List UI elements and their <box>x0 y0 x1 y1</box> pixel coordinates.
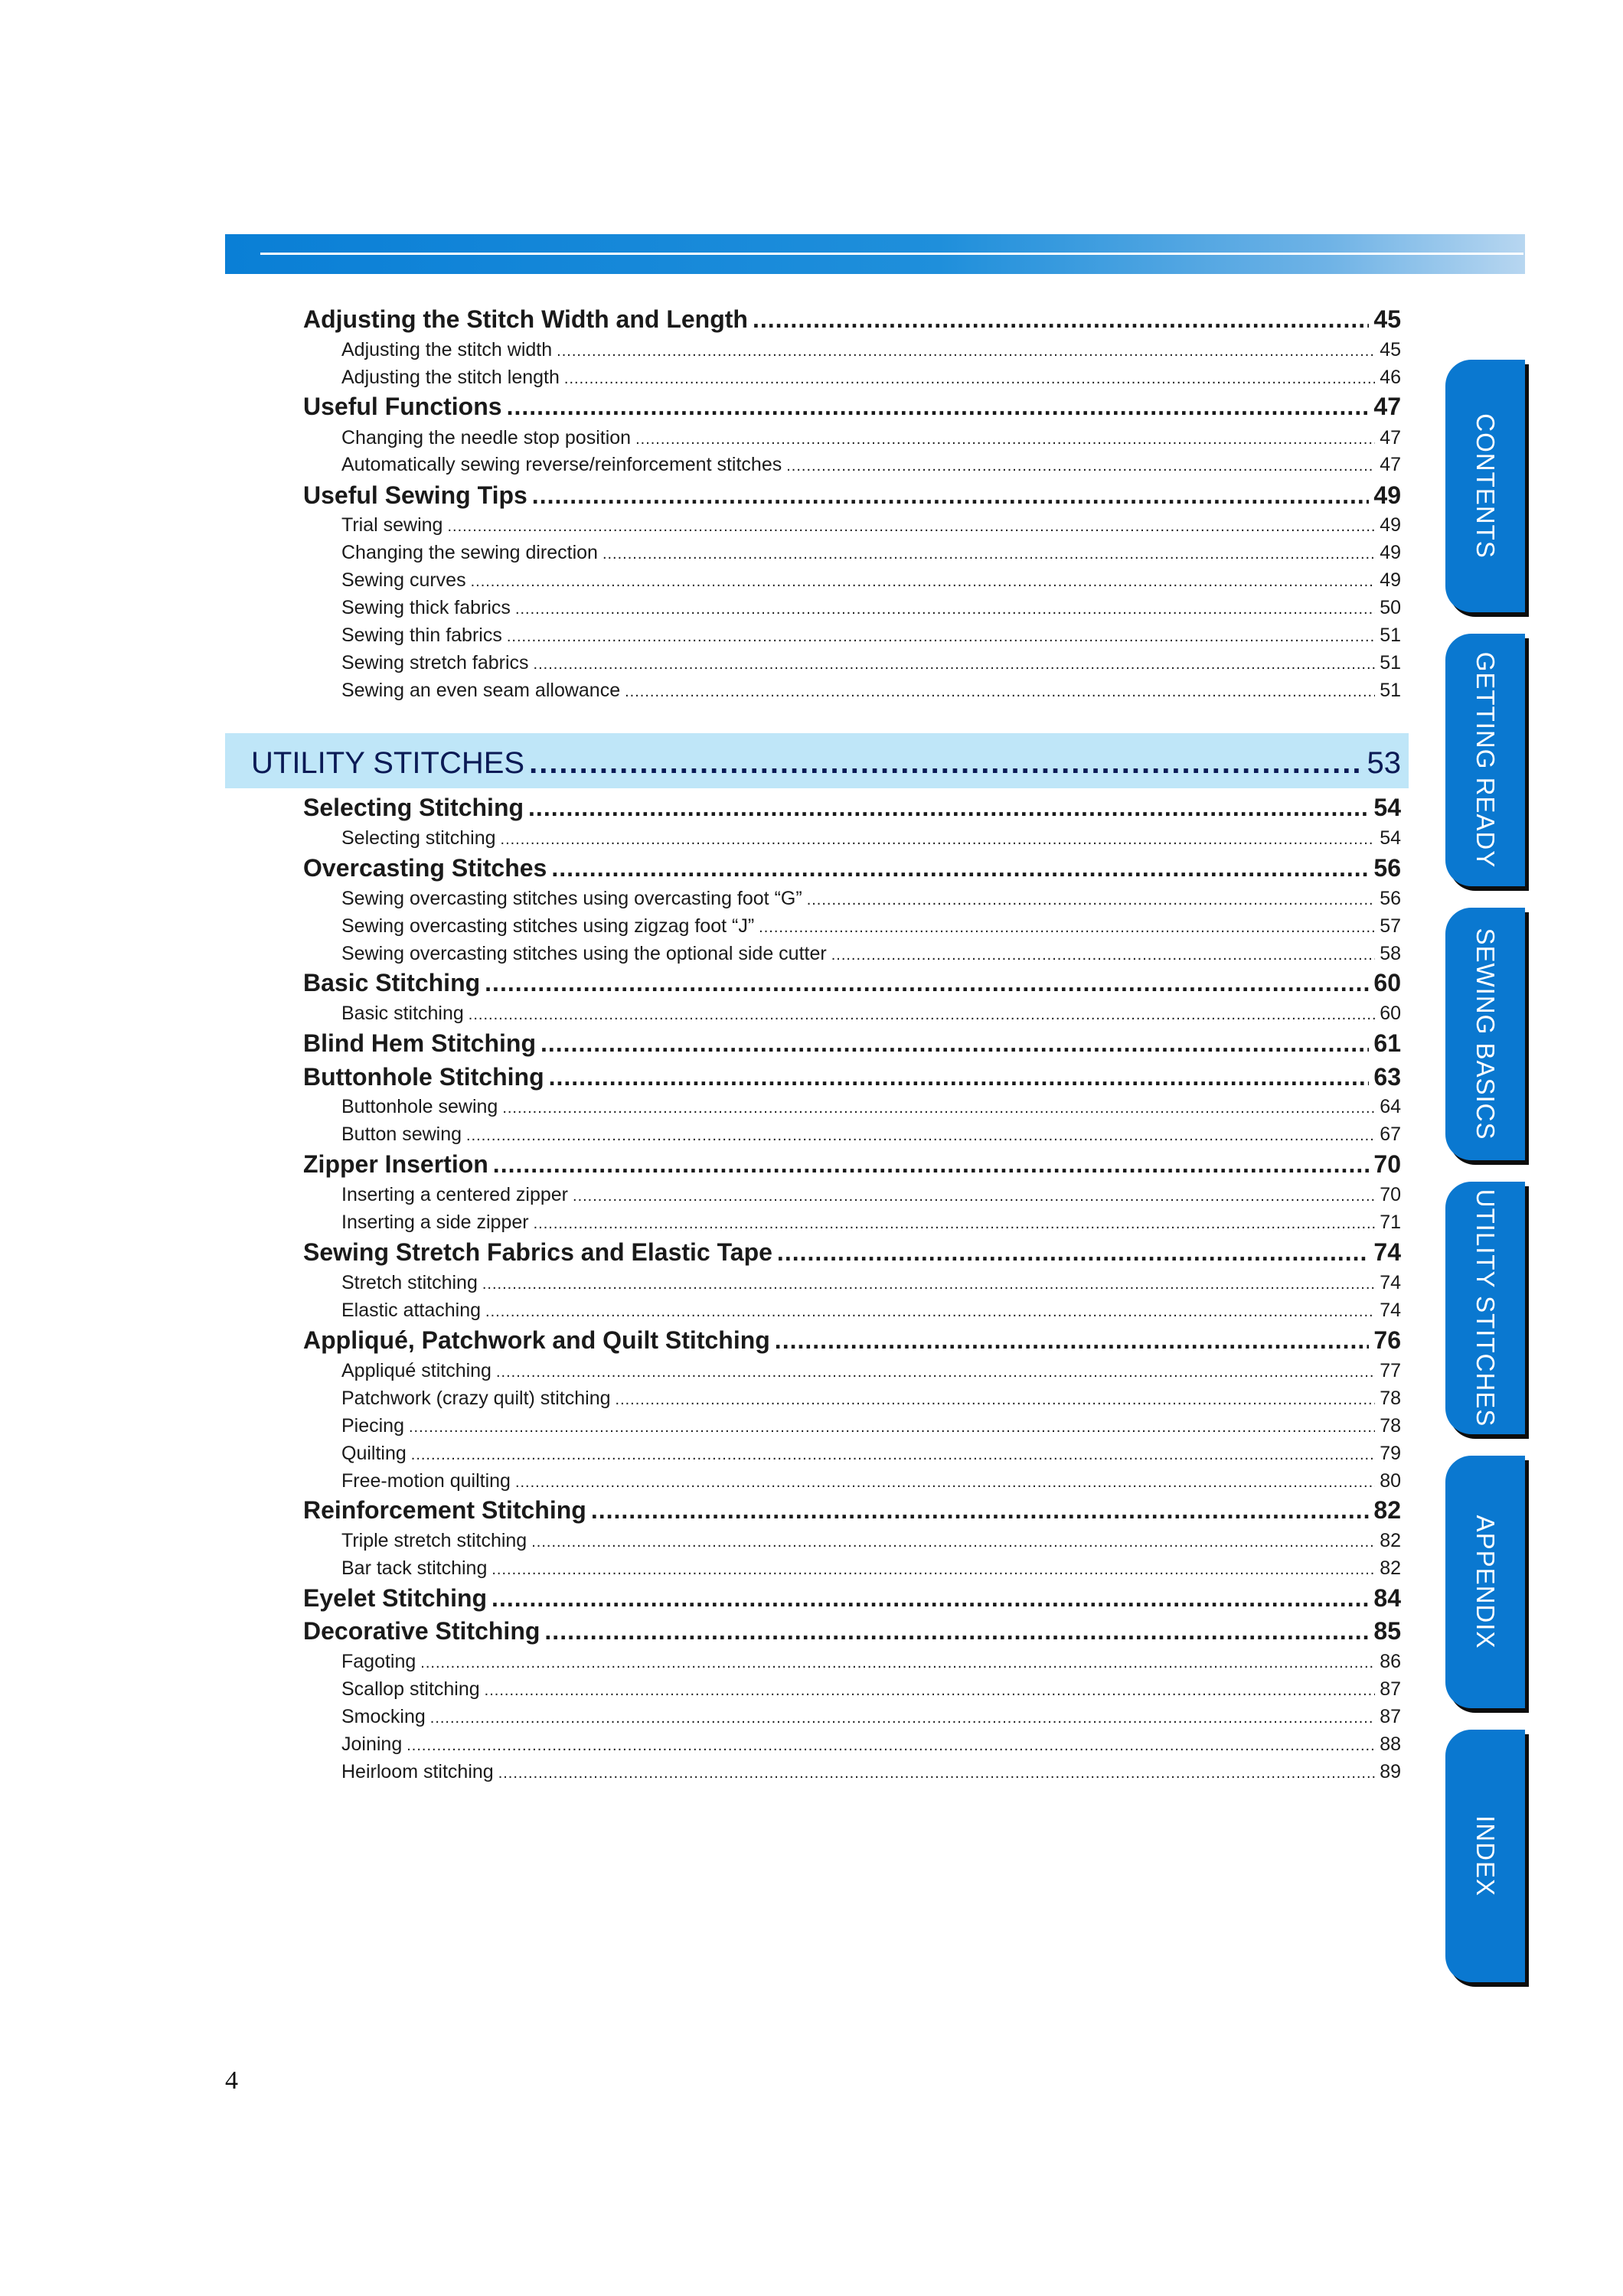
toc-entry-page: 54 <box>1380 827 1401 849</box>
toc-entry-title: Sewing overcasting stitches using the optional side cutter <box>341 943 827 964</box>
toc-entry[interactable] <box>341 364 1401 389</box>
toc-entry-page: 49 <box>1380 569 1401 591</box>
dot-leader <box>469 1003 1375 1025</box>
toc-entry-title: Triple stretch stitching <box>341 1530 527 1551</box>
dot-leader <box>753 305 1369 334</box>
toc-entry-page: 50 <box>1380 597 1401 618</box>
toc-entry[interactable] <box>341 1649 1401 1673</box>
toc-entry-title: Adjusting the stitch width <box>341 339 553 360</box>
toc-section-page: 70 <box>1373 1150 1401 1178</box>
toc-section[interactable] <box>303 479 1401 510</box>
toc-entry[interactable] <box>341 1270 1401 1294</box>
toc-entry[interactable] <box>341 885 1401 910</box>
dot-leader <box>485 969 1369 997</box>
tab-label: UTILITY STITCHES <box>1471 1189 1500 1427</box>
dot-leader <box>485 1678 1376 1701</box>
dot-leader <box>501 827 1376 850</box>
toc-section-title: Adjusting the Stitch Width and Length <box>303 305 748 333</box>
dot-leader <box>409 1415 1375 1437</box>
chapter-title: UTILITY STITCHES <box>251 746 525 780</box>
tab-label: CONTENTS <box>1471 413 1500 559</box>
toc-entry[interactable] <box>341 512 1401 536</box>
toc-entry-page: 49 <box>1380 542 1401 563</box>
toc-section-title: Sewing Stretch Fabrics and Elastic Tape <box>303 1238 772 1266</box>
tab-utility-stitches[interactable] <box>1445 1182 1525 1434</box>
dot-leader <box>775 1326 1370 1355</box>
tab-appendix[interactable] <box>1445 1456 1525 1708</box>
toc-entry-title: Elastic attaching <box>341 1300 482 1321</box>
toc-section-page: 60 <box>1373 969 1401 996</box>
toc-section-page: 74 <box>1373 1238 1401 1266</box>
toc-entry-title: Stretch stitching <box>341 1272 478 1293</box>
toc-entry-title: Sewing thick fabrics <box>341 597 511 618</box>
toc-entry[interactable] <box>341 452 1401 476</box>
dot-leader <box>616 1388 1376 1410</box>
toc-entry-title: Sewing overcasting stitches using overcasting foot “G” <box>341 888 802 909</box>
toc-entry-title: Smocking <box>341 1706 426 1727</box>
toc-entry[interactable] <box>341 1731 1401 1756</box>
dot-leader <box>491 1584 1369 1613</box>
toc-entry-page: 78 <box>1380 1415 1401 1437</box>
toc-entry-title: Changing the needle stop position <box>341 427 632 448</box>
toc-entry-title: Inserting a centered zipper <box>341 1184 569 1205</box>
dot-leader <box>485 1300 1375 1322</box>
dot-leader <box>759 915 1375 938</box>
toc-entry[interactable] <box>341 1094 1401 1118</box>
dot-leader <box>591 1496 1370 1525</box>
toc-section-title: Blind Hem Stitching <box>303 1029 536 1057</box>
toc-section-page: 47 <box>1373 393 1401 420</box>
toc-section[interactable] <box>303 1027 1401 1058</box>
tab-index[interactable] <box>1445 1730 1525 1982</box>
toc-entry[interactable] <box>341 1555 1401 1580</box>
toc-entry[interactable] <box>341 941 1401 965</box>
dot-leader <box>507 625 1375 647</box>
toc-entry[interactable] <box>341 595 1401 619</box>
toc-entry[interactable] <box>341 1759 1401 1783</box>
toc-entry-title: Scallop stitching <box>341 1678 480 1700</box>
toc-section-page: 54 <box>1373 794 1401 821</box>
toc-section-page: 63 <box>1373 1063 1401 1091</box>
toc-entry-page: 67 <box>1380 1124 1401 1145</box>
toc-section-title: Appliqué, Patchwork and Quilt Stitching <box>303 1326 770 1354</box>
toc-entry-page: 74 <box>1380 1272 1401 1293</box>
toc-section-page: 45 <box>1373 305 1401 333</box>
tab-sewing-basics[interactable] <box>1445 908 1525 1160</box>
toc-entry-page: 58 <box>1380 943 1401 964</box>
dot-leader <box>625 680 1375 702</box>
toc-entry[interactable] <box>341 1209 1401 1234</box>
dot-leader <box>447 514 1375 536</box>
toc-entry-page: 74 <box>1380 1300 1401 1321</box>
toc-entry-title: Bar tack stitching <box>341 1557 488 1579</box>
toc-section-page: 85 <box>1373 1617 1401 1645</box>
toc-entry[interactable] <box>341 913 1401 938</box>
page-number: 4 <box>225 2066 238 2095</box>
toc-entry[interactable] <box>341 337 1401 361</box>
toc-entry-page: 51 <box>1380 652 1401 673</box>
toc-entry[interactable] <box>341 1121 1401 1146</box>
toc-entry-title: Appliqué stitching <box>341 1360 491 1381</box>
toc-entry[interactable] <box>341 1413 1401 1437</box>
toc-section-page: 49 <box>1373 481 1401 509</box>
toc-entry-title: Inserting a side zipper <box>341 1212 529 1233</box>
toc-entry-title: Sewing an even seam allowance <box>341 680 621 701</box>
toc-section-title: Basic Stitching <box>303 969 481 996</box>
tab-getting-ready[interactable] <box>1445 634 1525 886</box>
toc-entry[interactable] <box>341 1182 1401 1206</box>
toc-entry-title: Piecing <box>341 1415 404 1437</box>
dot-leader <box>430 1706 1375 1728</box>
toc-section-page: 56 <box>1373 854 1401 882</box>
toc-section-page: 82 <box>1373 1496 1401 1524</box>
tab-label: SEWING BASICS <box>1471 928 1500 1140</box>
toc-entry-title: Fagoting <box>341 1651 416 1672</box>
toc-entry-page: 47 <box>1380 454 1401 475</box>
toc-entry-page: 57 <box>1380 915 1401 937</box>
toc-entry[interactable] <box>341 1676 1401 1701</box>
dot-leader <box>407 1733 1375 1756</box>
toc-entry[interactable] <box>341 677 1401 702</box>
toc-entry-title: Sewing curves <box>341 569 466 591</box>
dot-leader <box>786 454 1375 476</box>
dot-leader <box>515 1470 1375 1492</box>
toc-entry-page: 46 <box>1380 367 1401 388</box>
toc-entry-title: Buttonhole sewing <box>341 1096 498 1117</box>
toc-section[interactable] <box>303 1324 1401 1355</box>
toc-section-page: 84 <box>1373 1584 1401 1612</box>
chapter-page: 53 <box>1367 746 1401 780</box>
toc-entry-page: 87 <box>1380 1678 1401 1700</box>
toc-entry[interactable] <box>341 540 1401 564</box>
toc-entry-title: Patchwork (crazy quilt) stitching <box>341 1388 611 1409</box>
toc-entry-page: 82 <box>1380 1557 1401 1579</box>
dot-leader <box>532 481 1370 510</box>
toc-entry-title: Changing the sewing direction <box>341 542 598 563</box>
toc-section[interactable] <box>303 1615 1401 1645</box>
toc-entry-title: Heirloom stitching <box>341 1761 494 1782</box>
toc-entry[interactable] <box>341 567 1401 592</box>
toc-section[interactable] <box>303 791 1401 822</box>
toc-entry[interactable] <box>341 1385 1401 1410</box>
toc-entry-page: 82 <box>1380 1530 1401 1551</box>
toc-section[interactable] <box>303 1582 1401 1613</box>
toc-entry-page: 45 <box>1380 339 1401 360</box>
dot-leader <box>557 339 1375 361</box>
toc-section-title: Selecting Stitching <box>303 794 524 821</box>
toc-entry-title: Sewing stretch fabrics <box>341 652 529 673</box>
toc-entry-title: Adjusting the stitch length <box>341 367 560 388</box>
toc-entry-title: Sewing overcasting stitches using zigzag foot “J” <box>341 915 755 937</box>
dot-leader <box>551 854 1369 882</box>
toc-entry-title: Selecting stitching <box>341 827 496 849</box>
toc-section-title: Overcasting Stitches <box>303 854 547 882</box>
toc-entry[interactable] <box>341 1704 1401 1728</box>
toc-entry[interactable] <box>341 1358 1401 1382</box>
toc-entry-page: 78 <box>1380 1388 1401 1409</box>
dot-leader <box>807 888 1376 910</box>
tab-label: INDEX <box>1471 1815 1500 1896</box>
toc-entry-title: Automatically sewing reverse/reinforcement stitches <box>341 454 782 475</box>
dot-leader <box>531 1530 1375 1552</box>
toc-section[interactable] <box>303 1061 1401 1091</box>
toc-section[interactable] <box>303 303 1401 334</box>
toc-section[interactable] <box>303 852 1401 882</box>
dot-leader <box>529 746 1362 781</box>
toc-section-title: Eyelet Stitching <box>303 1584 488 1612</box>
toc-entry-page: 86 <box>1380 1651 1401 1672</box>
toc-entry[interactable] <box>341 622 1401 647</box>
toc-entry-title: Trial sewing <box>341 514 443 536</box>
dot-leader <box>466 1124 1375 1146</box>
toc-entry-page: 87 <box>1380 1706 1401 1727</box>
toc-entry-page: 56 <box>1380 888 1401 909</box>
dot-leader <box>564 367 1375 389</box>
toc-entry-page: 64 <box>1380 1096 1401 1117</box>
toc-entry-title: Sewing thin fabrics <box>341 625 502 646</box>
dot-leader <box>420 1651 1375 1673</box>
dot-leader <box>528 794 1369 822</box>
toc-entry-page: 70 <box>1380 1184 1401 1205</box>
toc-section[interactable] <box>303 1236 1401 1267</box>
dot-leader <box>507 393 1370 421</box>
toc-entry-page: 49 <box>1380 514 1401 536</box>
toc-entry[interactable] <box>341 1297 1401 1322</box>
dot-leader <box>482 1272 1375 1294</box>
dot-leader <box>491 1557 1375 1580</box>
dot-leader <box>502 1096 1375 1118</box>
toc-entry[interactable] <box>341 425 1401 449</box>
toc-section-title: Buttonhole Stitching <box>303 1063 544 1091</box>
toc-section[interactable] <box>303 1148 1401 1179</box>
dot-leader <box>471 569 1376 592</box>
chapter-heading[interactable] <box>251 742 1401 781</box>
dot-leader <box>540 1029 1369 1058</box>
toc-entry-page: 80 <box>1380 1470 1401 1492</box>
toc-section-title: Useful Functions <box>303 393 502 420</box>
dot-leader <box>534 1212 1376 1234</box>
toc-entry[interactable] <box>341 650 1401 674</box>
dot-leader <box>493 1150 1370 1179</box>
toc-entry[interactable] <box>341 1000 1401 1025</box>
toc-section-title: Reinforcement Stitching <box>303 1496 586 1524</box>
toc-entry[interactable] <box>341 825 1401 850</box>
toc-entry-page: 51 <box>1380 625 1401 646</box>
toc-entry-page: 79 <box>1380 1443 1401 1464</box>
dot-leader <box>777 1238 1369 1267</box>
toc-entry-title: Quilting <box>341 1443 407 1464</box>
toc-entry-page: 89 <box>1380 1761 1401 1782</box>
toc-section-page: 76 <box>1373 1326 1401 1354</box>
toc-entry-title: Free-motion quilting <box>341 1470 511 1492</box>
toc-entry-title: Button sewing <box>341 1124 462 1145</box>
tab-contents[interactable] <box>1445 360 1525 612</box>
tab-label: APPENDIX <box>1471 1515 1500 1649</box>
toc-section-title: Zipper Insertion <box>303 1150 488 1178</box>
toc-section-title: Decorative Stitching <box>303 1617 540 1645</box>
toc-entry[interactable] <box>341 1468 1401 1492</box>
dot-leader <box>411 1443 1375 1465</box>
toc-entry[interactable] <box>341 1528 1401 1552</box>
toc-section[interactable] <box>303 967 1401 997</box>
dot-leader <box>831 943 1375 965</box>
dot-leader <box>496 1360 1375 1382</box>
toc-entry-page: 51 <box>1380 680 1401 701</box>
dot-leader <box>603 542 1375 564</box>
dot-leader <box>635 427 1375 449</box>
toc-entry-page: 71 <box>1380 1212 1401 1233</box>
toc-entry-page: 88 <box>1380 1733 1401 1755</box>
dot-leader <box>544 1617 1369 1645</box>
toc-section-page: 61 <box>1373 1029 1401 1057</box>
toc-entry-page: 47 <box>1380 427 1401 448</box>
toc-entry-page: 77 <box>1380 1360 1401 1381</box>
toc-section[interactable] <box>303 1494 1401 1525</box>
dot-leader <box>549 1063 1370 1091</box>
tab-label: GETTING READY <box>1471 651 1500 869</box>
toc-section[interactable] <box>303 390 1401 421</box>
dot-leader <box>534 652 1376 674</box>
toc-entry-page: 60 <box>1380 1003 1401 1024</box>
toc-entry-title: Basic stitching <box>341 1003 464 1024</box>
dot-leader <box>498 1761 1376 1783</box>
toc-entry-title: Joining <box>341 1733 403 1755</box>
dot-leader <box>515 597 1375 619</box>
dot-leader <box>573 1184 1375 1206</box>
toc-entry[interactable] <box>341 1440 1401 1465</box>
toc-section-title: Useful Sewing Tips <box>303 481 527 509</box>
